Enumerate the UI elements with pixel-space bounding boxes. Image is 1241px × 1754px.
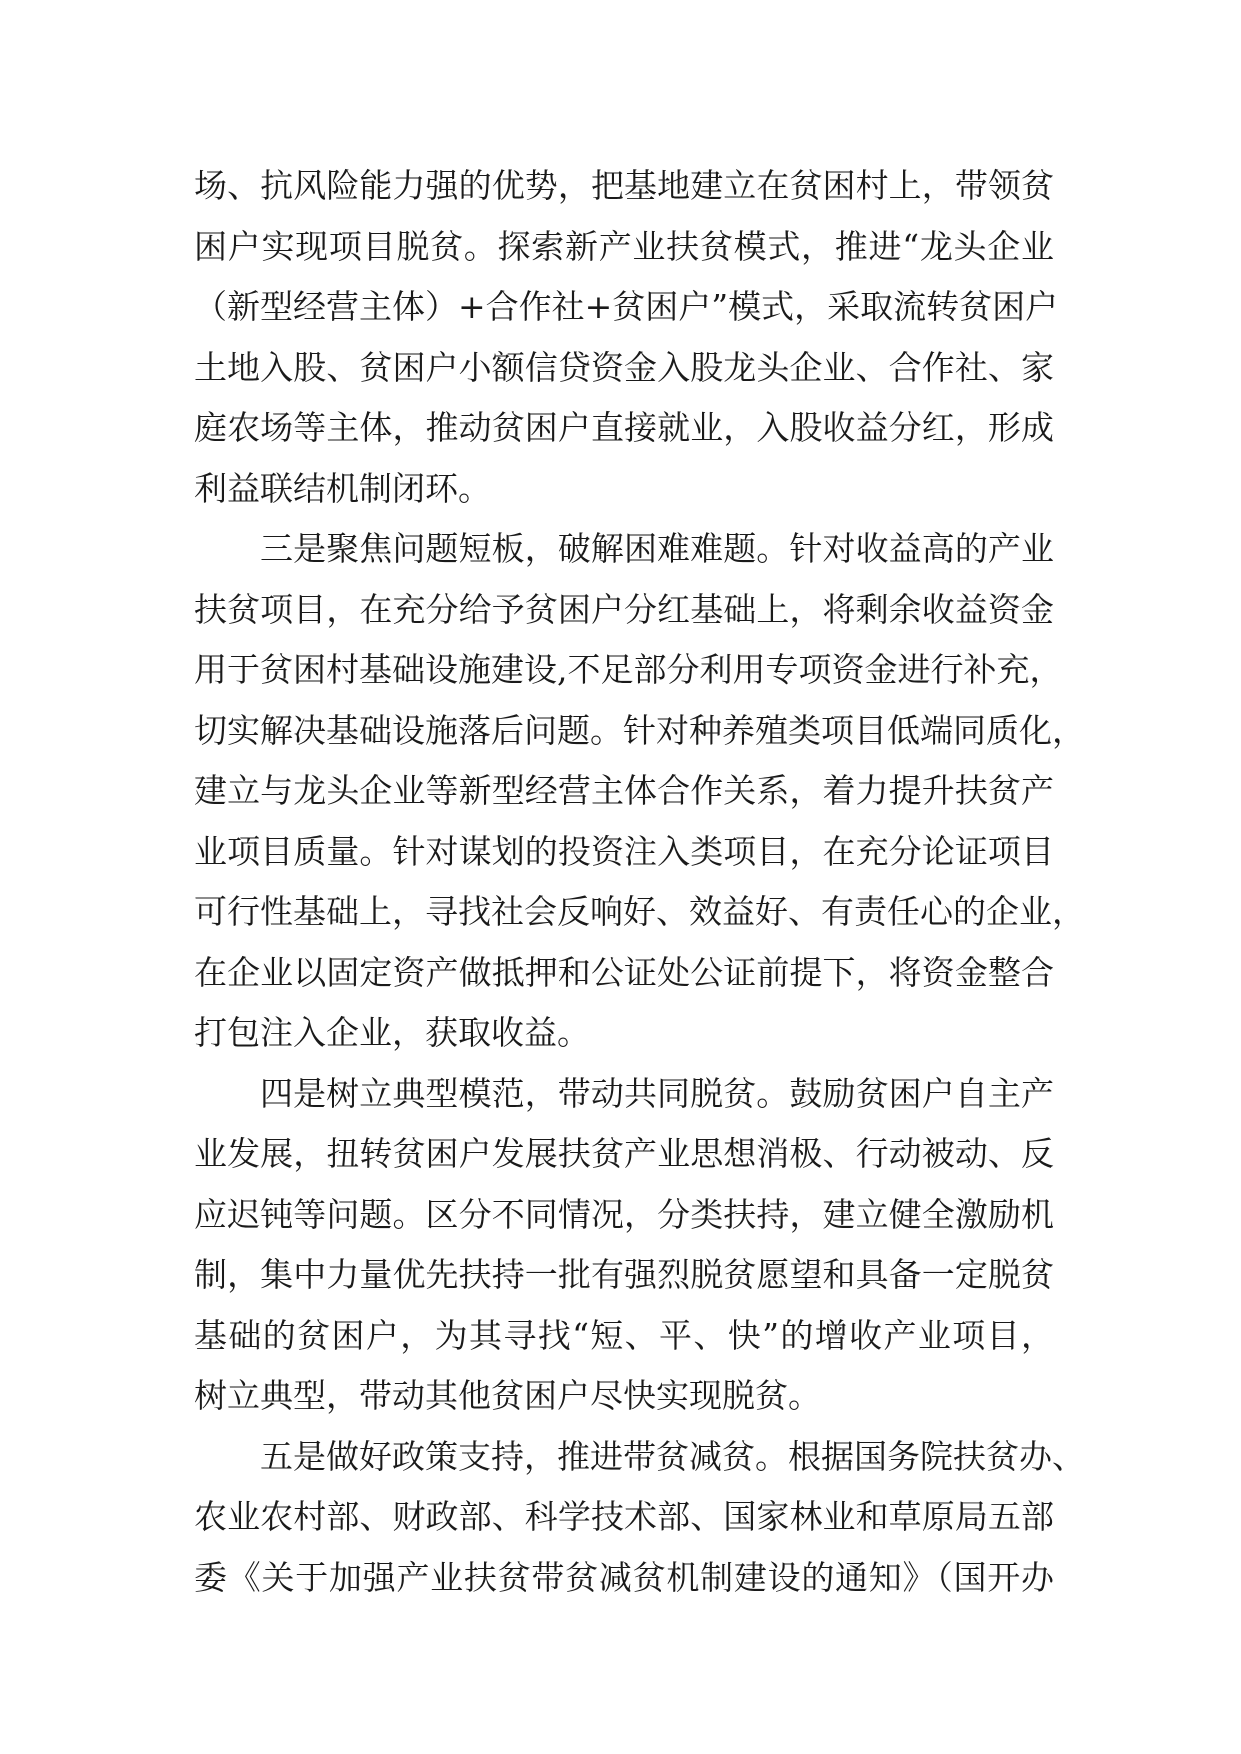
text-line: 在企业以固定资产做抵押和公证处公证前提下，将资金整合 (194, 952, 1054, 992)
text-line: 用于贫困村基础设施建设,不足部分利用专项资金进行补充， (194, 650, 1063, 689)
text-line: 制，集中力量优先扶持一批有强烈脱贫愿望和具备一定脱贫 (194, 1255, 1054, 1294)
text-line: 打包注入企业，获取收益。 (194, 1013, 590, 1052)
text-line: 场、抗风险能力强的优势，把基地建立在贫困村上，带领贫 (194, 166, 1054, 205)
document-body (194, 166, 1085, 1618)
paragraph-first-line: 四是树立典型模范，带动共同脱贫。鼓励贫困户自主产 (260, 1073, 1054, 1113)
text-line: 庭农场等主体，推动贫困户直接就业，入股收益分红，形成 (194, 408, 1054, 447)
text-line: 可行性基础上，寻找社会反响好、效益好、有责任心的企业， (194, 892, 1085, 931)
text-line: 困户实现项目脱贫。探索新产业扶贫模式，推进“龙头企业 (194, 226, 1054, 266)
text-line: 利益联结机制闭环。 (194, 468, 491, 508)
text-line: 建立与龙头企业等新型经营主体合作关系，着力提升扶贫产 (194, 771, 1054, 810)
text-line: 业发展，扭转贫困户发展扶贫产业思想消极、行动被动、反 (194, 1134, 1054, 1173)
text-line: 应迟钝等问题。区分不同情况，分类扶持，建立健全激励机 (194, 1194, 1054, 1234)
text-line: （新型经营主体）+合作社+贫困户”模式，采取流转贫困户 (194, 287, 1059, 326)
text-line: 农业农村部、财政部、科学技术部、国家林业和草原局五部 (194, 1497, 1054, 1536)
text-line: 树立典型，带动其他贫困户尽快实现脱贫。 (194, 1376, 821, 1415)
paragraph-first-line: 三是聚焦问题短板，破解困难难题。针对收益高的产业 (260, 529, 1054, 568)
text-line: 业项目质量。针对谋划的投资注入类项目，在充分论证项目 (194, 831, 1054, 871)
text-line: 委《关于加强产业扶贫带贫减贫机制建设的通知》（国开办 (194, 1557, 1054, 1597)
text-line: 土地入股、贫困户小额信贷资金入股龙头企业、合作社、家 (194, 347, 1054, 387)
text-line: 切实解决基础设施落后问题。针对种养殖类项目低端同质化， (194, 710, 1085, 750)
paragraph-first-line: 五是做好政策支持，推进带贫减贫。根据国务院扶贫办、 (260, 1436, 1085, 1476)
text-line: 扶贫项目，在充分给予贫困户分红基础上，将剩余收益资金 (194, 589, 1054, 629)
text-line: 基础的贫困户，为其寻找“短、平、快”的增收产业项目， (194, 1315, 1054, 1355)
